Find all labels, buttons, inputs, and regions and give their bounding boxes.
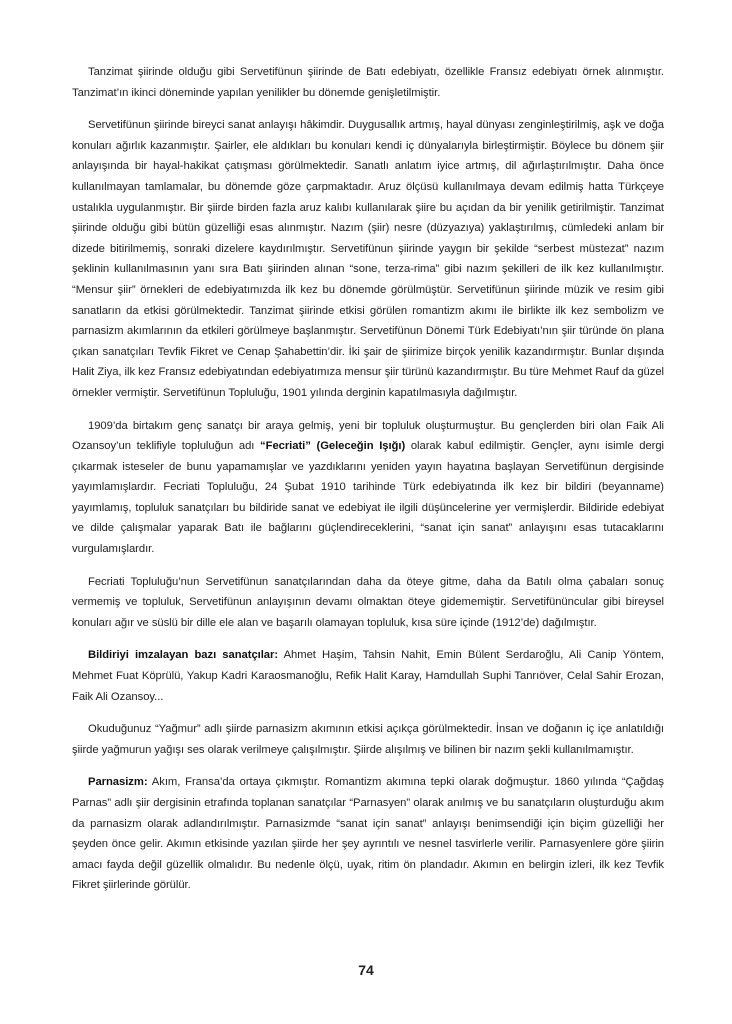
signatories-list: Ahmet Haşim, Tahsin Nahit, Emin Bülent Serdaroğlu, Ali Canip Yöntem, Mehmet Fuat Köprülü, Yakup Kadri Karaosmanoğlu, Refik Halit Karay, Hamdullah Suphi Tanrıöver, Celal Sahir Erozan, Faik Ali Ozansoy...: [72, 649, 664, 703]
parnasizm-text: Akım, Fransa’da ortaya çıkmıştır. Romantizm akımına tepki olarak doğmuştur. 1860 yılında “Çağdaş Parnas” adlı şiir dergisinin etrafında toplanan sanatçılar “Parnasyen” olarak anılmış ve bu sanatçıların oluşturduğu akım da parnasizm olarak adlandırılmıştır. Parnasizmde “sanat için sanat” anlayışı benimsendiği için biçim güzelliği her şeyden önce gelir. Akımın etkisinde yazılan şiirde her şey ayrıntılı ve nesnel tasvirlerle verilir. Parnasyenlere göre şiirin amacı fayda değil güzellik olmalıdır. Bu nedenle ölçü, uyak, ritim ön plandadır. Akımın en belirgin izleri, ilk kez Tevfik Fikret şiirlerinde görülür.: [72, 776, 664, 892]
fecriati-intro-text: 1909’da birtakım genç sanatçı bir araya gelmiş, yeni bir topluluk oluşturmuştur. Bu gençlerden biri olan Faik Ali Ozansoy’un teklifiyle topluluğun adı: [72, 419, 664, 453]
parnasizm-heading: Parnasizm:: [88, 776, 148, 789]
fecriati-name-bold: “Fecriati” (Geleceğin Işığı): [260, 440, 406, 453]
paragraph-yagmur-poem: Okuduğunuz “Yağmur” adlı şiirde parnasizm akımının etkisi açıkça görülmektedir. İnsan ve doğanın iç içe anlatıldığı şiirde yağmurun yağışı ses olarak verilmeye çalışılmıştır. Şiirde alışılmış ve bilinen bir nazım şekli kullanılmamıştır.: [72, 723, 664, 756]
signatories-heading: Bildiriyi imzalayan bazı sanatçılar:: [88, 649, 279, 662]
paragraph-fecriati-dissolution: Fecriati Topluluğu’nun Servetifünun sanatçılarından daha da öteye gitme, daha da Batılı olma çabaları sonuç vermemiş ve topluluk, Servetifünun anlayışının devamı olmaktan öteye gidememiştir. Servetifününcular gibi bireysel konuları ağır ve süslü bir dille ele alan ve başarılı olamayan topluluk, kısa süre içinde (1912’de) dağılmıştır.: [72, 575, 664, 629]
fecriati-details-text: olarak kabul edilmiştir. Gençler, aynı isimle dergi çıkarmak isteseler de bunu yapamamışlar ve yazdıklarını yeniden yayın hayatına başlayan Servetifünun dergisinde yayımlamışlardır. Fecriati Topluluğu, 24 Şubat 1910 tarihinde Türk edebiyatında ilk kez bir bildiri (beyanname) yayımlamış, topluluk sanatçıları bu bildiride sanat ve edebiyat ile ilgili düşüncelerine yer vermişlerdir. Bildiride edebiyat ve dilde çalışmalar yaparak Batı ile bağlarını güçlendireceklerini, “sanat için sanat” anlayışını esas tutacaklarını vurgulamışlardır.: [72, 440, 664, 556]
page-number: 74: [358, 962, 374, 978]
paragraph-fecriati-founding: [72, 416, 664, 560]
paragraph-servetifunun-poetry: Servetifünun şiirinde bireyci sanat anlayışı hâkimdir. Duygusallık artmış, hayal dünyası zenginleştirilmiş, aşk ve doğa konuları ağırlık kazanmıştır. Şairler, ele aldıkları bu konuları kendi iç dünyalarıyla birleştirmiştir. Böylece bu dönem şiir anlayışında bir hayal-hakikat çatışması görülmektedir. Sanatlı anlatım iyice artmış, dil ağırlaştırılmıştır. Daha önce kullanılmayan tamlamalar, bu dönemde göze çarpmaktadır. Aruz ölçüsü kullanılmaya devam edilmiş hatta Türkçeye ustalıkla uygulanmıştır. Bir şiirde birden fazla aruz kalıbı kullanılarak şiire bu açıdan da bir yenilik getirilmiştir. Tanzimat şiirinde olduğu gibi bütün güzelliği esas alınmıştır. Nazım (şiir) nesre (düzyazıya) yaklaştırılmış, cümledeki anlam bir dizede bitirilmemiş, sonraki dizelere kaydırılmıştır. Servetifünun şiirinde yaygın bir şekilde “serbest müstezat” nazım şeklinin kullanılmasının yanı sıra Batı şiirinden alınan “sone, terza-rima” gibi nazım şekilleri de ilk kez kullanılmıştır. “Mensur şiir” örnekleri de edebiyatımızda ilk kez bu dönemde görülmüştür. Servetifünun şiirinde müzik ve resim gibi sanatların da etkisi görülmektedir. Tanzimat şiirinde etkisi görülen romantizm akımı ile birlikte ilk kez sembolizm ve parnasizm akımlarının da etkileri görülmeye başlanmıştır. Servetifünun Dönemi Türk Edebiyatı’nın şiir türünde ön plana çıkan sanatçıları Tevfik Fikret ve Cenap Şahabettin’dir. İki şair de şiirimize birçok yenilik kazandırmıştır. Bunlar dışında Halit Ziya, ilk kez Fransız edebiyatından edebiyatımıza mensur şiir türünü kazandırmıştır. Bu türe Mehmet Rauf da güzel örnekler vermiştir. Servetifünun Topluluğu, 1901 yılında derginin kapatılmasıyla dağılmıştır.: [72, 119, 664, 399]
paragraph-tanzimat-comparison: Tanzimat şiirinde olduğu gibi Servetifünun şiirinde de Batı edebiyatı, özellikle Fransız edebiyatı örnek alınmıştır. Tanzimat’ın ikinci döneminde yapılan yenilikler bu dönemde genişletilmiştir.: [72, 66, 664, 99]
page-body: [72, 62, 664, 908]
paragraph-parnasizm: [72, 772, 664, 896]
paragraph-signatories: [72, 645, 664, 707]
